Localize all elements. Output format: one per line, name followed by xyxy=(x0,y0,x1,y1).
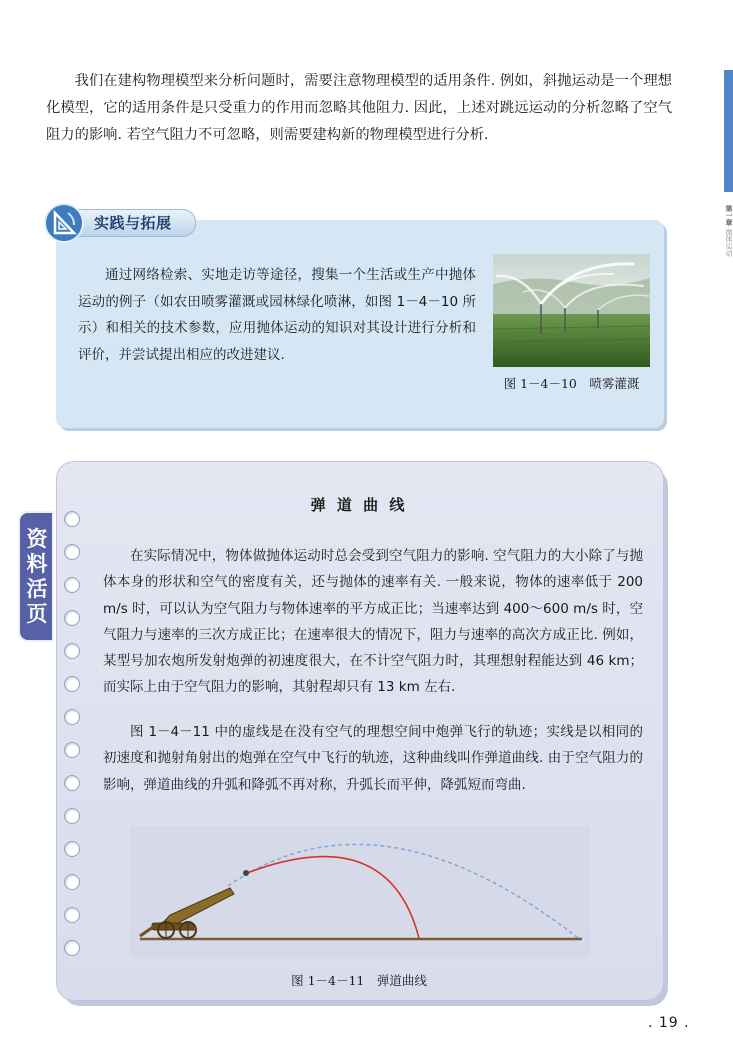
binder-ring-icon xyxy=(64,775,80,791)
chapter-side-label xyxy=(721,205,733,345)
info-page-tab-label: 资料活页 xyxy=(26,527,48,626)
binder-ring-icon xyxy=(64,709,80,725)
binder-ring-icon xyxy=(64,544,80,560)
card-paragraph-1: 在实际情况中，物体做抛体运动时总会受到空气阻力的影响. 空气阻力的大小除了与抛体本身的形状和空气的密度有关，还与抛体的速率有关. 一般来说，物体的速率低于 200 m/s 时，可以认为空气阻力与物体速率的平方成正比；当速率达到 400～600 m/s 时，空气阻力与速率的三次方成正比；在速率很大的情况下，阻力与速率的高次方成正比. 例如，某型号加农炮所发射炮弹的初速度很大，在不计空气阻力时，其理想射程能达到 46 km；而实际上由于空气阻力的影响，其射程却只有 13 km 左右. xyxy=(103,548,643,696)
binder-ring-icon xyxy=(64,643,80,659)
chapter-side-title: 第一章 xyxy=(725,205,733,226)
binder-ring-icon xyxy=(64,577,80,593)
binder-ring-icon xyxy=(64,907,80,923)
set-square-icon xyxy=(44,203,84,243)
ballistic-curve xyxy=(247,857,419,938)
sprinkler-photo xyxy=(493,254,650,367)
practice-header xyxy=(44,203,194,239)
binder-ring-icon xyxy=(64,742,80,758)
chapter-side-subtitle: 抛体运动 xyxy=(725,228,733,257)
binder-ring-icon xyxy=(64,841,80,857)
binder-ring-icon xyxy=(64,874,80,890)
card-paragraph-2: 图 1－4－11 中的虚线是在没有空气的理想空间中炮弹飞行的轨迹；实线是以相同的初速度和抛射角射出的炮弹在空气中飞行的轨迹，这种曲线叫作弹道曲线. 由于空气阻力的影响，弹道曲线的升弧和降弧不再对称，升弧长而平伸，降弧短而弯曲. xyxy=(103,724,643,793)
cannon-icon xyxy=(140,888,234,938)
figure-caption: 图 1－4－11 弹道曲线 xyxy=(291,973,427,988)
binder-ring-icon xyxy=(64,610,80,626)
practice-text: 通过网络检索、实地走访等途径，搜集一个生活或生产中抛体运动的例子（如农田喷雾灌溉或园林绿化喷淋，如图 1－4－10 所示）和相关的技术参数，应用抛体运动的知识对其设计进行分析和评价，并尝试提出相应的改进建议. xyxy=(78,267,476,363)
chapter-side-bar xyxy=(724,70,733,192)
practice-tab-label: 实践与拓展 xyxy=(94,214,172,232)
binder-ring-icon xyxy=(64,676,80,692)
shell-icon xyxy=(243,870,249,876)
binder-ring-icon xyxy=(64,940,80,956)
info-page-tab xyxy=(18,511,54,642)
intro-paragraph: 我们在建构物理模型来分析问题时，需要注意物理模型的适用条件. 例如，斜抛运动是一个理想化模型，它的适用条件是只受重力的作用而忽略其他阻力. 因此，上述对跳远运动的分析忽略了空气阻力的影响. 若空气阻力不可忽略，则需要建构新的物理模型进行分析. xyxy=(46,73,672,143)
ballistic-figure xyxy=(130,826,590,958)
photo-caption: 图 1－4－10 喷雾灌溉 xyxy=(503,376,640,391)
page-number: . 19 . xyxy=(648,1015,690,1031)
binder-ring-icon xyxy=(64,808,80,824)
card-title: 弹 道 曲 线 xyxy=(310,496,408,514)
ideal-trajectory xyxy=(228,844,578,938)
